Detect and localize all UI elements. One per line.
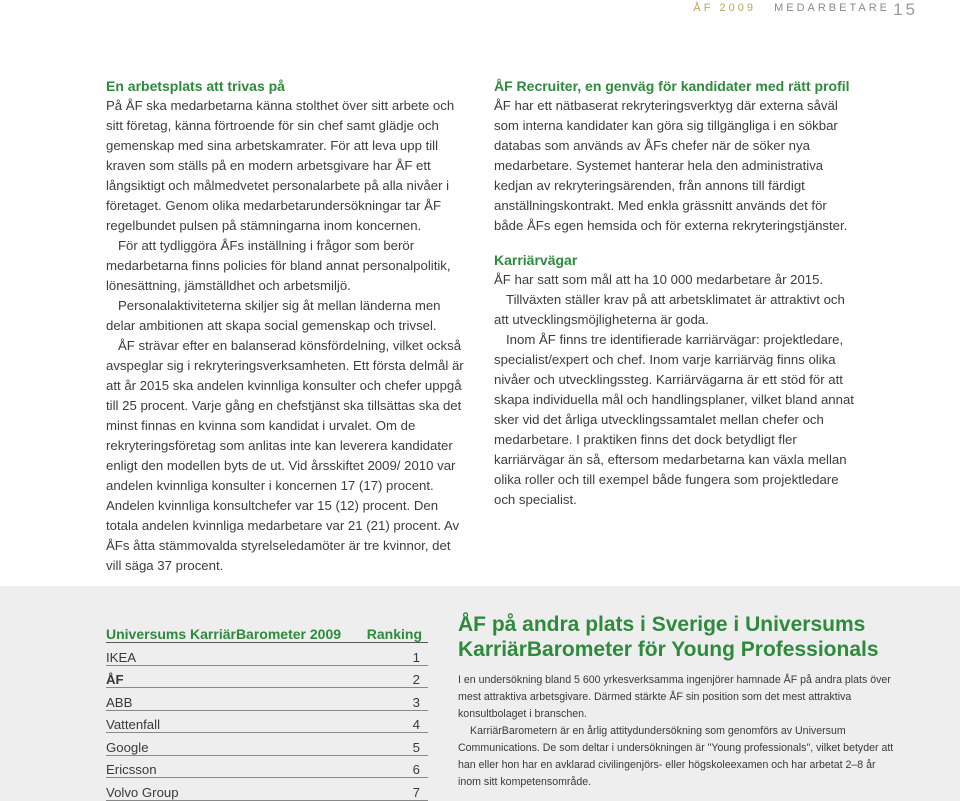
right-column	[494, 76, 856, 510]
ranking-table	[106, 620, 428, 801]
ranking-col-rank: Ranking	[361, 620, 428, 643]
left-paragraph-3: Personalaktiviteterna skiljer sig åt mellan länderna men delar ambitionen att skapa social gemenskap och trivsel.	[106, 298, 441, 333]
promo-title: ÅF på andra plats i Sverige i Universums KarriärBarometer för Young Professionals	[458, 613, 879, 661]
ranking-position: 5	[361, 733, 428, 756]
ranking-position: 3	[361, 688, 428, 711]
ranking-col-title: Universums KarriärBarometer 2009	[106, 620, 361, 643]
promo-body	[458, 672, 898, 791]
table-row	[106, 688, 428, 711]
ranking-position: 6	[361, 755, 428, 778]
right-paragraph-4: Inom ÅF finns tre identifierade karriärvägar: projektledare, specialist/expert och chef. Inom varje karriärväg finns olika nivåer och utvecklingssteg. Karriärvägarna är ett stöd för att skapa individuella mål och handlingsplaner, vilket bland annat sker vid det årliga utvecklingssamtalet mellan chefer och medarbetare. I praktiken finns det dock betydligt fler karriärvägar än så, eftersom medarbetarna kan växla mellan olika roller och till exempel både fungera som projektledare och specialist.	[494, 332, 854, 507]
ranking-position: 2	[361, 665, 428, 688]
table-row	[106, 665, 428, 688]
right-heading-recruiter: ÅF Recruiter, en genväg för kandidater med rätt profil	[494, 78, 850, 94]
running-header	[693, 2, 890, 14]
table-row	[106, 643, 428, 666]
right-paragraph-3: Tillväxten ställer krav på att arbetsklimatet är attraktivt och att utvecklingsmöjligheterna är goda.	[494, 292, 845, 327]
ranking-position: 1	[361, 643, 428, 666]
table-row	[106, 733, 428, 756]
page-header	[0, 0, 960, 20]
table-row	[106, 778, 428, 801]
table-row	[106, 755, 428, 778]
promo-paragraph-2: KarriärBarometern är en årlig attitydundersökning som genomförs av Universum Communications. De som deltar i undersökningen är "Young professionals", vilket betyder att han eller hon har en avklarad civilingenjörs- eller högskoleexamen och har arbetat 2–8 år inom sitt kompetensområde.	[458, 725, 894, 788]
left-paragraph-4: ÅF strävar efter en balanserad könsfördelning, vilket också avspeglar sig i rekryteringsverksamheten. Ett första delmål är att år 2015 ska andelen kvinnliga konsulter och chefer uppgå till 25 procent. Varje gång en chefstjänst ska tillsättas ska det minst finnas en kvinna som kandidat i urvalet. Om de rekryteringsföretag som anlitas inte kan leverera kandidater enligt den modellen byts de ut. Vid årsskiftet 2009/ 2010 var andelen kvinnliga konsulter i koncernen 17 (17) procent. Andelen kvinnliga konsultchefer var 15 (12) procent. Den totala andelen kvinnliga medarbetare var 21 (21) procent. Av ÅFs åtta stämmovalda styrelseledamöter är tre kvinnor, det vill säga 37 procent.	[106, 338, 464, 573]
right-heading-career: Karriärvägar	[494, 252, 578, 268]
header-year: ÅF 2009	[693, 2, 757, 14]
ranking-company: Ericsson	[106, 755, 361, 778]
ranking-company: ÅF	[106, 665, 361, 688]
left-paragraph-1: På ÅF ska medarbetarna känna stolthet över sitt arbete och sitt företag, känna förtroende för sin chef samt glädje och gemenskap med sina arbetskamrater. För att leva upp till kraven som ställs på en modern arbetsgivare har ÅF ett långsiktigt och målmedvetet personalarbete på alla nivåer i företaget. Genom olika medarbetarundersökningar tar ÅF regelbundet pulsen på stämningarna inom koncernen.	[106, 98, 455, 233]
ranking-company: Google	[106, 733, 361, 756]
ranking-company: ABB	[106, 688, 361, 711]
right-paragraph-1: ÅF har ett nätbaserat rekryteringsverktyg där externa såväl som interna kandidater kan göra sig tillgängliga i en sökbar databas som används av ÅFs chefer när de söker nya medarbetare. Systemet hanterar hela den administrativa kedjan av rekryteringsärenden, från annons till färdigt anställningskontrakt. Med enkla grässnitt används det för både ÅFs egen hemsida och för externa rekryteringstjänster.	[494, 98, 848, 233]
header-section: MEDARBETARE	[774, 2, 890, 14]
ranking-company: Volvo Group	[106, 778, 361, 801]
ranking-company: Vattenfall	[106, 710, 361, 733]
right-paragraph-2: ÅF har satt som mål att ha 10 000 medarbetare år 2015.	[494, 272, 824, 287]
page-number: 15	[893, 0, 918, 19]
ranking-header-row	[106, 620, 428, 643]
promo-paragraph-1: I en undersökning bland 5 600 yrkesverksamma ingenjörer hamnade ÅF på andra plats över mest attraktiva arbetsgivare. Därmed stärkte ÅF sin position som det mest attraktiva konsultbolaget i branschen.	[458, 674, 891, 720]
left-column	[106, 76, 468, 576]
left-heading: En arbetsplats att trivas på	[106, 78, 285, 94]
left-paragraph-2: För att tydliggöra ÅFs inställning i frågor som berör medarbetarna finns policies för bland annat personalpolitik, lönesättning, jämställdhet och arbetsmiljö.	[106, 238, 451, 293]
ranking-company: IKEA	[106, 643, 361, 666]
ranking-position: 4	[361, 710, 428, 733]
table-row	[106, 710, 428, 733]
ranking-position: 7	[361, 778, 428, 801]
